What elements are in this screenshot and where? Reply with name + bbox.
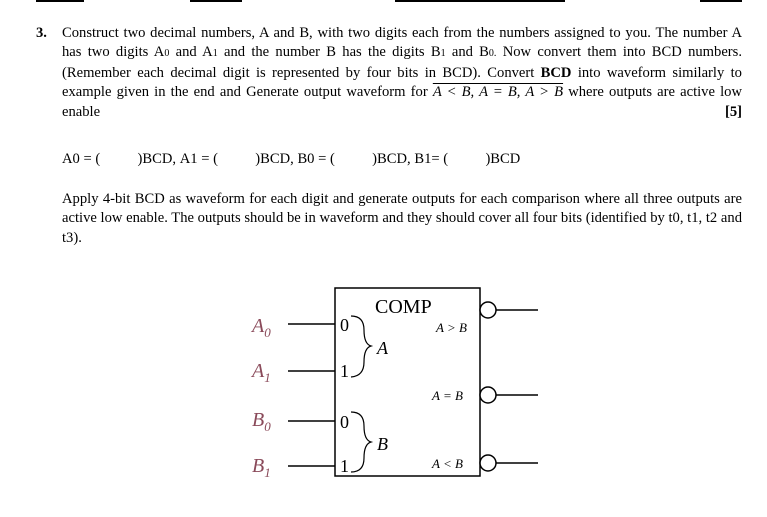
bit-label-b1: 1 <box>340 456 349 476</box>
question-block <box>36 24 742 122</box>
group-b-label: B <box>377 434 388 454</box>
input-a1-label: $A_1$ <box>252 360 271 385</box>
bcd-bold: BCD <box>540 64 572 81</box>
bit-label-a0: 0 <box>340 315 349 335</box>
b1-suffix: )BCD <box>485 151 521 167</box>
marks: [5] <box>724 103 742 120</box>
a0-label: A0 = ( <box>62 151 101 167</box>
top-rule-2 <box>190 0 242 2</box>
top-rule-4 <box>700 0 742 2</box>
output-lt-bubble <box>480 455 496 471</box>
output-eq-bubble <box>480 387 496 403</box>
b0-suffix: )BCD, <box>372 151 411 167</box>
b1-label: B1= ( <box>414 151 449 167</box>
a0-suffix: )BCD, <box>137 151 177 167</box>
comparator-diagram <box>240 280 550 492</box>
output-gt-bubble <box>480 302 496 318</box>
output-lt-label: A < B <box>432 456 463 471</box>
top-rule-1 <box>36 0 84 2</box>
bit-label-a1: 1 <box>340 361 349 381</box>
apply-instructions: Apply 4-bit BCD as waveform for each digit and generate outputs for each comparison where all three outputs are active low enable. The outputs should be in waveform and they should cover all four bits (identified by t0, t1, t2 and t3). <box>62 191 742 246</box>
group-a-label: A <box>377 338 388 358</box>
comp-title: COMP <box>375 296 432 318</box>
top-rule-3 <box>395 0 565 2</box>
a1-label: A1 = ( <box>179 151 218 167</box>
question-number: 3. <box>36 25 47 41</box>
a1-suffix: )BCD, <box>255 151 294 167</box>
output-eq-label: A = B <box>432 388 463 403</box>
input-b0-label: $B_0$ <box>252 409 271 434</box>
input-b1-label: $B_1$ <box>252 455 271 480</box>
comparison-expression: A < B, A = B, A > B <box>432 84 564 101</box>
question-text: Construct two decimal numbers, A and B, with two digits each from the numbers assigned to you. The number A has two digits A0 and A1 and the number B has the digits B1 and B0. Now convert them into BCD numbers. (Remember each decimal digit is represented by four bits in BCD). Convert BCD into waveform similarly to example given in the end and Generate output waveform for A < B, A = B, A > B where outputs are active low enable [5] <box>62 24 742 122</box>
input-a0-label: $A_0$ <box>252 315 271 340</box>
output-gt-label: A > B <box>436 320 467 335</box>
bcd-fill-line <box>62 151 520 168</box>
bit-label-b0: 0 <box>340 412 349 432</box>
b0-label: B0 = ( <box>297 151 335 167</box>
